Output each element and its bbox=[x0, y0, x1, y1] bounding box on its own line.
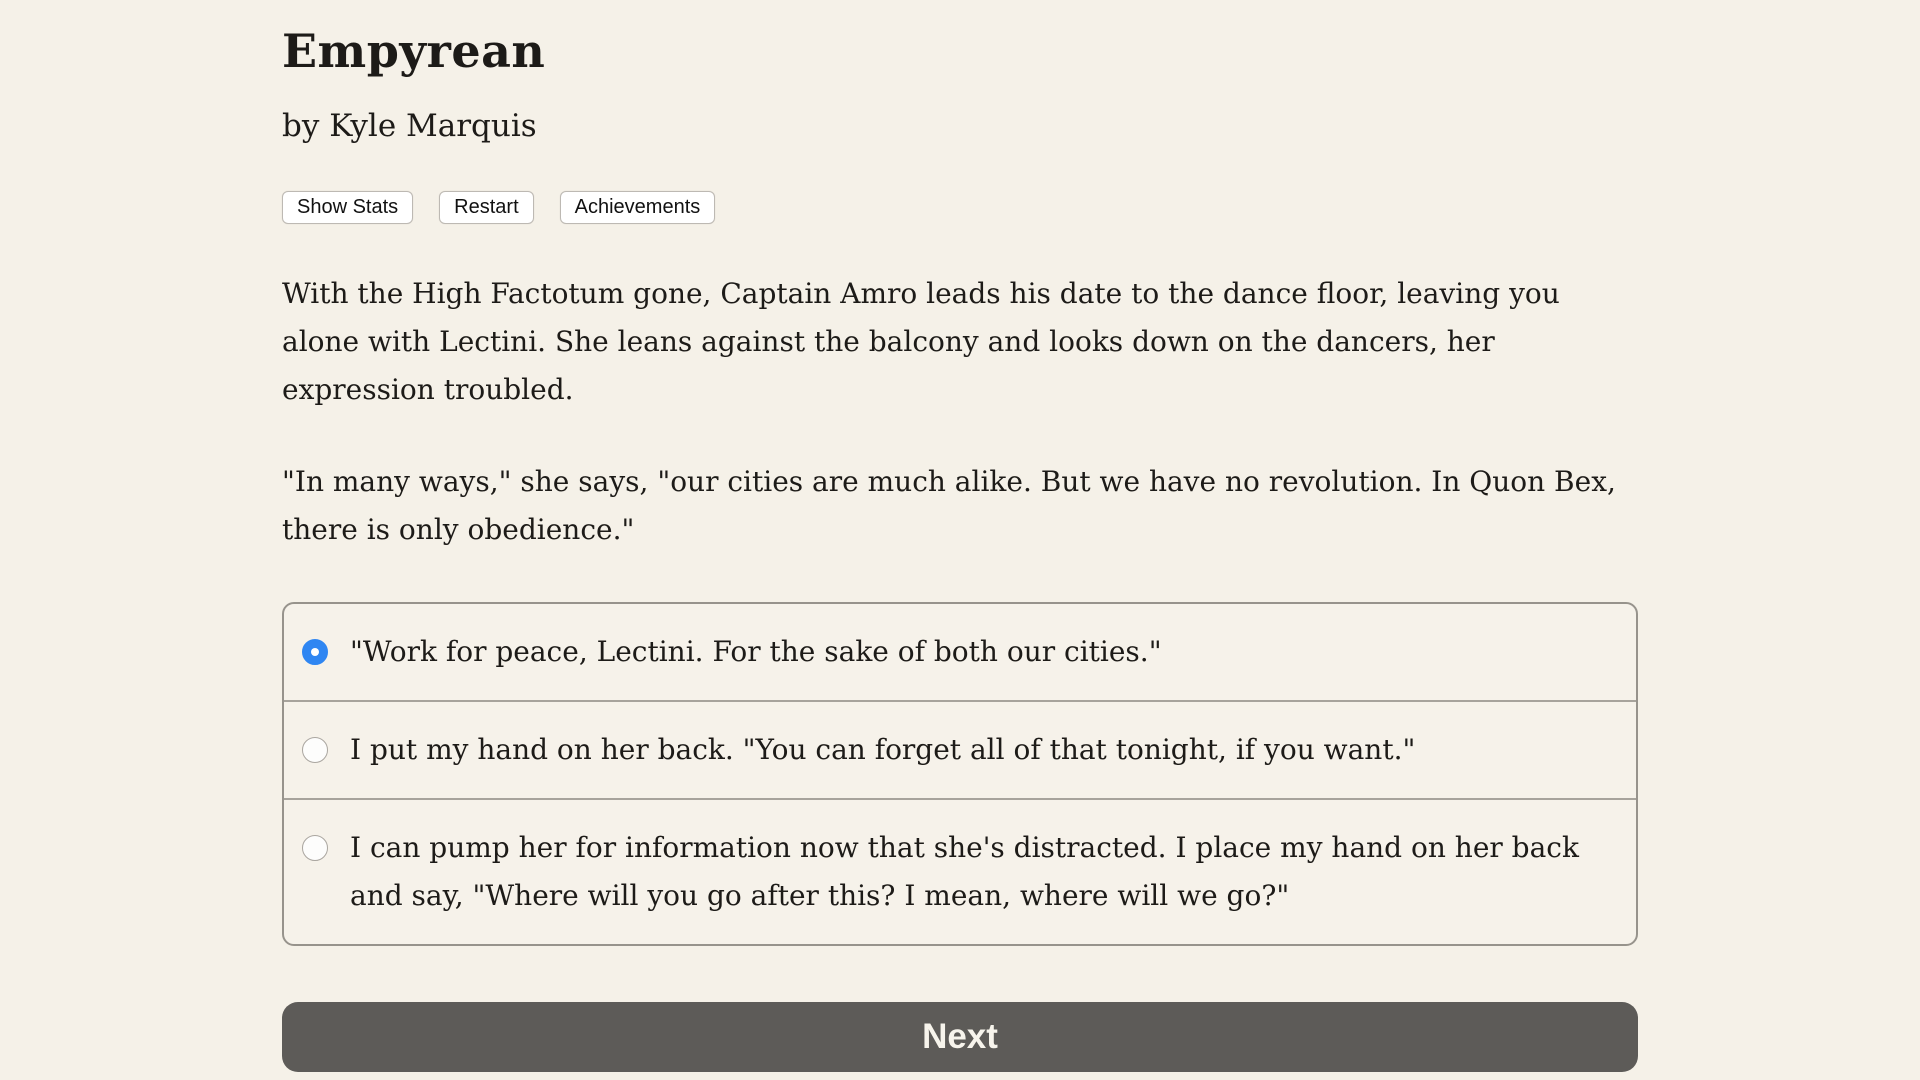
show-stats-button[interactable]: Show Stats bbox=[282, 191, 413, 224]
choice-option-label: I can pump her for information now that she's distracted. I place my hand on her back and say, "Where will you go after this? I mean, where will we go?" bbox=[350, 831, 1579, 912]
choice-option-label: "Work for peace, Lectini. For the sake of both our cities." bbox=[350, 635, 1162, 668]
game-author-byline: by Kyle Marquis bbox=[282, 108, 537, 144]
choice-option-3[interactable] bbox=[284, 798, 1636, 944]
story-text bbox=[282, 270, 1638, 554]
story-paragraph: With the High Factotum gone, Captain Amro leads his date to the dance floor, leaving you alone with Lectini. She leans against the balcony and looks down on the dancers, her expression troubled. bbox=[282, 277, 1560, 406]
restart-button[interactable]: Restart bbox=[439, 191, 533, 224]
choice-group bbox=[282, 602, 1638, 946]
story-page bbox=[282, 0, 1638, 1072]
achievements-button[interactable]: Achievements bbox=[560, 191, 716, 224]
radio-button-icon[interactable] bbox=[302, 737, 328, 763]
next-button[interactable]: Next bbox=[282, 1002, 1638, 1072]
story-paragraph: "In many ways," she says, "our cities are much alike. But we have no revolution. In Quon Bex, there is only obedience." bbox=[282, 465, 1616, 546]
radio-button-icon[interactable] bbox=[302, 639, 328, 665]
toolbar bbox=[282, 191, 1638, 224]
choice-option-label: I put my hand on her back. "You can forget all of that tonight, if you want." bbox=[350, 733, 1416, 766]
choice-option-1[interactable] bbox=[284, 604, 1636, 700]
game-title: Empyrean bbox=[282, 24, 546, 78]
radio-button-icon[interactable] bbox=[302, 835, 328, 861]
choice-option-2[interactable] bbox=[284, 700, 1636, 798]
